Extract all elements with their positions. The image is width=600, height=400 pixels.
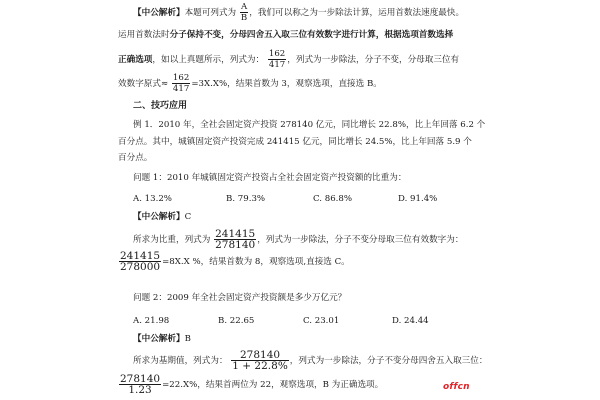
fraction-241415-278000: $\frac{241415}{278000}$ [120,250,161,273]
example-line-2: 百分点。其中，城镇固定资产投资完成 241415 亿元，同比增长 24.5%，比上年回落 5.9 个 [118,137,472,147]
top-analysis-line-3: 正确选项，如以上真题所示，列式为： $\frac{162}{417}$ ，列式为一步除法，分子不变，分母取三位有 [118,49,460,70]
q1-answer-line [133,211,191,223]
fraction-241415-278140: $\frac{241415}{278140}$ [215,228,256,251]
q1-option-a: A. 13.2% [133,194,172,204]
top-analysis-line-2: 运用首数法时分子保持不变，分母四舍五入取三位有效数字进行计算，根据选项首数选择 [118,30,454,40]
fraction-162-417: $\frac{162}{417}$ [268,49,286,70]
q2-option-a: A. 21.98 [133,316,170,326]
q1-answer-bracket: 【中公解析】 [133,212,185,222]
analysis-bracket: 【中公解析】 [133,8,185,18]
example-line-1: 例 1．2010 年，全社会固定资产投资 278140 亿元，同比增长 22.8%，比上年回落 6.2 个 [133,120,486,130]
question-1: 问题 1：2010 年城镇固定资产投资占全社会固定资产投资额的比重为： [133,173,407,183]
top-analysis-line-1: 【中公解析】本题可列式为 $\frac{A}{B}$ ，我们可以称之为一步除法计算，运用首数法速度最快。 [133,2,465,23]
fraction-a-over-b: $\frac{A}{B}$ [240,2,248,23]
q1-option-d: D. 91.4% [398,194,438,204]
q1-solution-line-2: $\frac{241415}{278000}$ =8X.X %，结果首数为 8，观察选项,直接选 C。 [120,250,350,273]
q2-solution-line-2: $\frac{278140}{1.23}$ =22.X%，结果首两位为 22，观察选项，B 为正确选项。 [120,373,384,396]
fraction-278140-123: $\frac{278140}{1.23}$ [120,373,161,396]
q1-option-b: B. 79.3% [226,194,266,204]
fraction-162-417-approx: $\frac{162}{417}$ [172,73,190,94]
q2-option-c: C. 23.01 [303,316,340,326]
q2-answer-line [133,333,191,345]
offcn-logo: offcn [443,382,470,392]
q1-solution-line-1: 所求为比重，列式为 $\frac{241415}{278140}$ ，列式为一步除法，分子不变分母取三位有效数字为： [133,228,464,251]
q2-answer: B [184,334,191,344]
q2-answer-bracket: 【中公解析】 [133,334,185,344]
top-analysis-line-4: 效数字原式≈ $\frac{162}{417}$ =3X.X%，结果首数为 3，观察选项，直接选 B。 [118,73,382,94]
example-line-3: 百分点。 [118,153,153,163]
q2-option-b: B. 22.65 [218,316,255,326]
q1-option-c: C. 86.8% [313,194,353,204]
q2-solution-line-1: 所求为基期值，列式为： $\frac{278140}{1 + 22.8\%}$ ，列式为一步除法，分子不变分母四舍五入取三位： [133,349,488,372]
section-title: 二、技巧应用 [133,101,188,111]
question-2: 问题 2：2009 年全社会固定资产投资额是多少万亿元？ [133,293,347,303]
q1-answer: C [184,212,192,222]
fraction-278140-1plus228: $\frac{278140}{1 + 22.8\%}$ [232,349,288,372]
q2-option-d: D. 24.44 [392,316,429,326]
